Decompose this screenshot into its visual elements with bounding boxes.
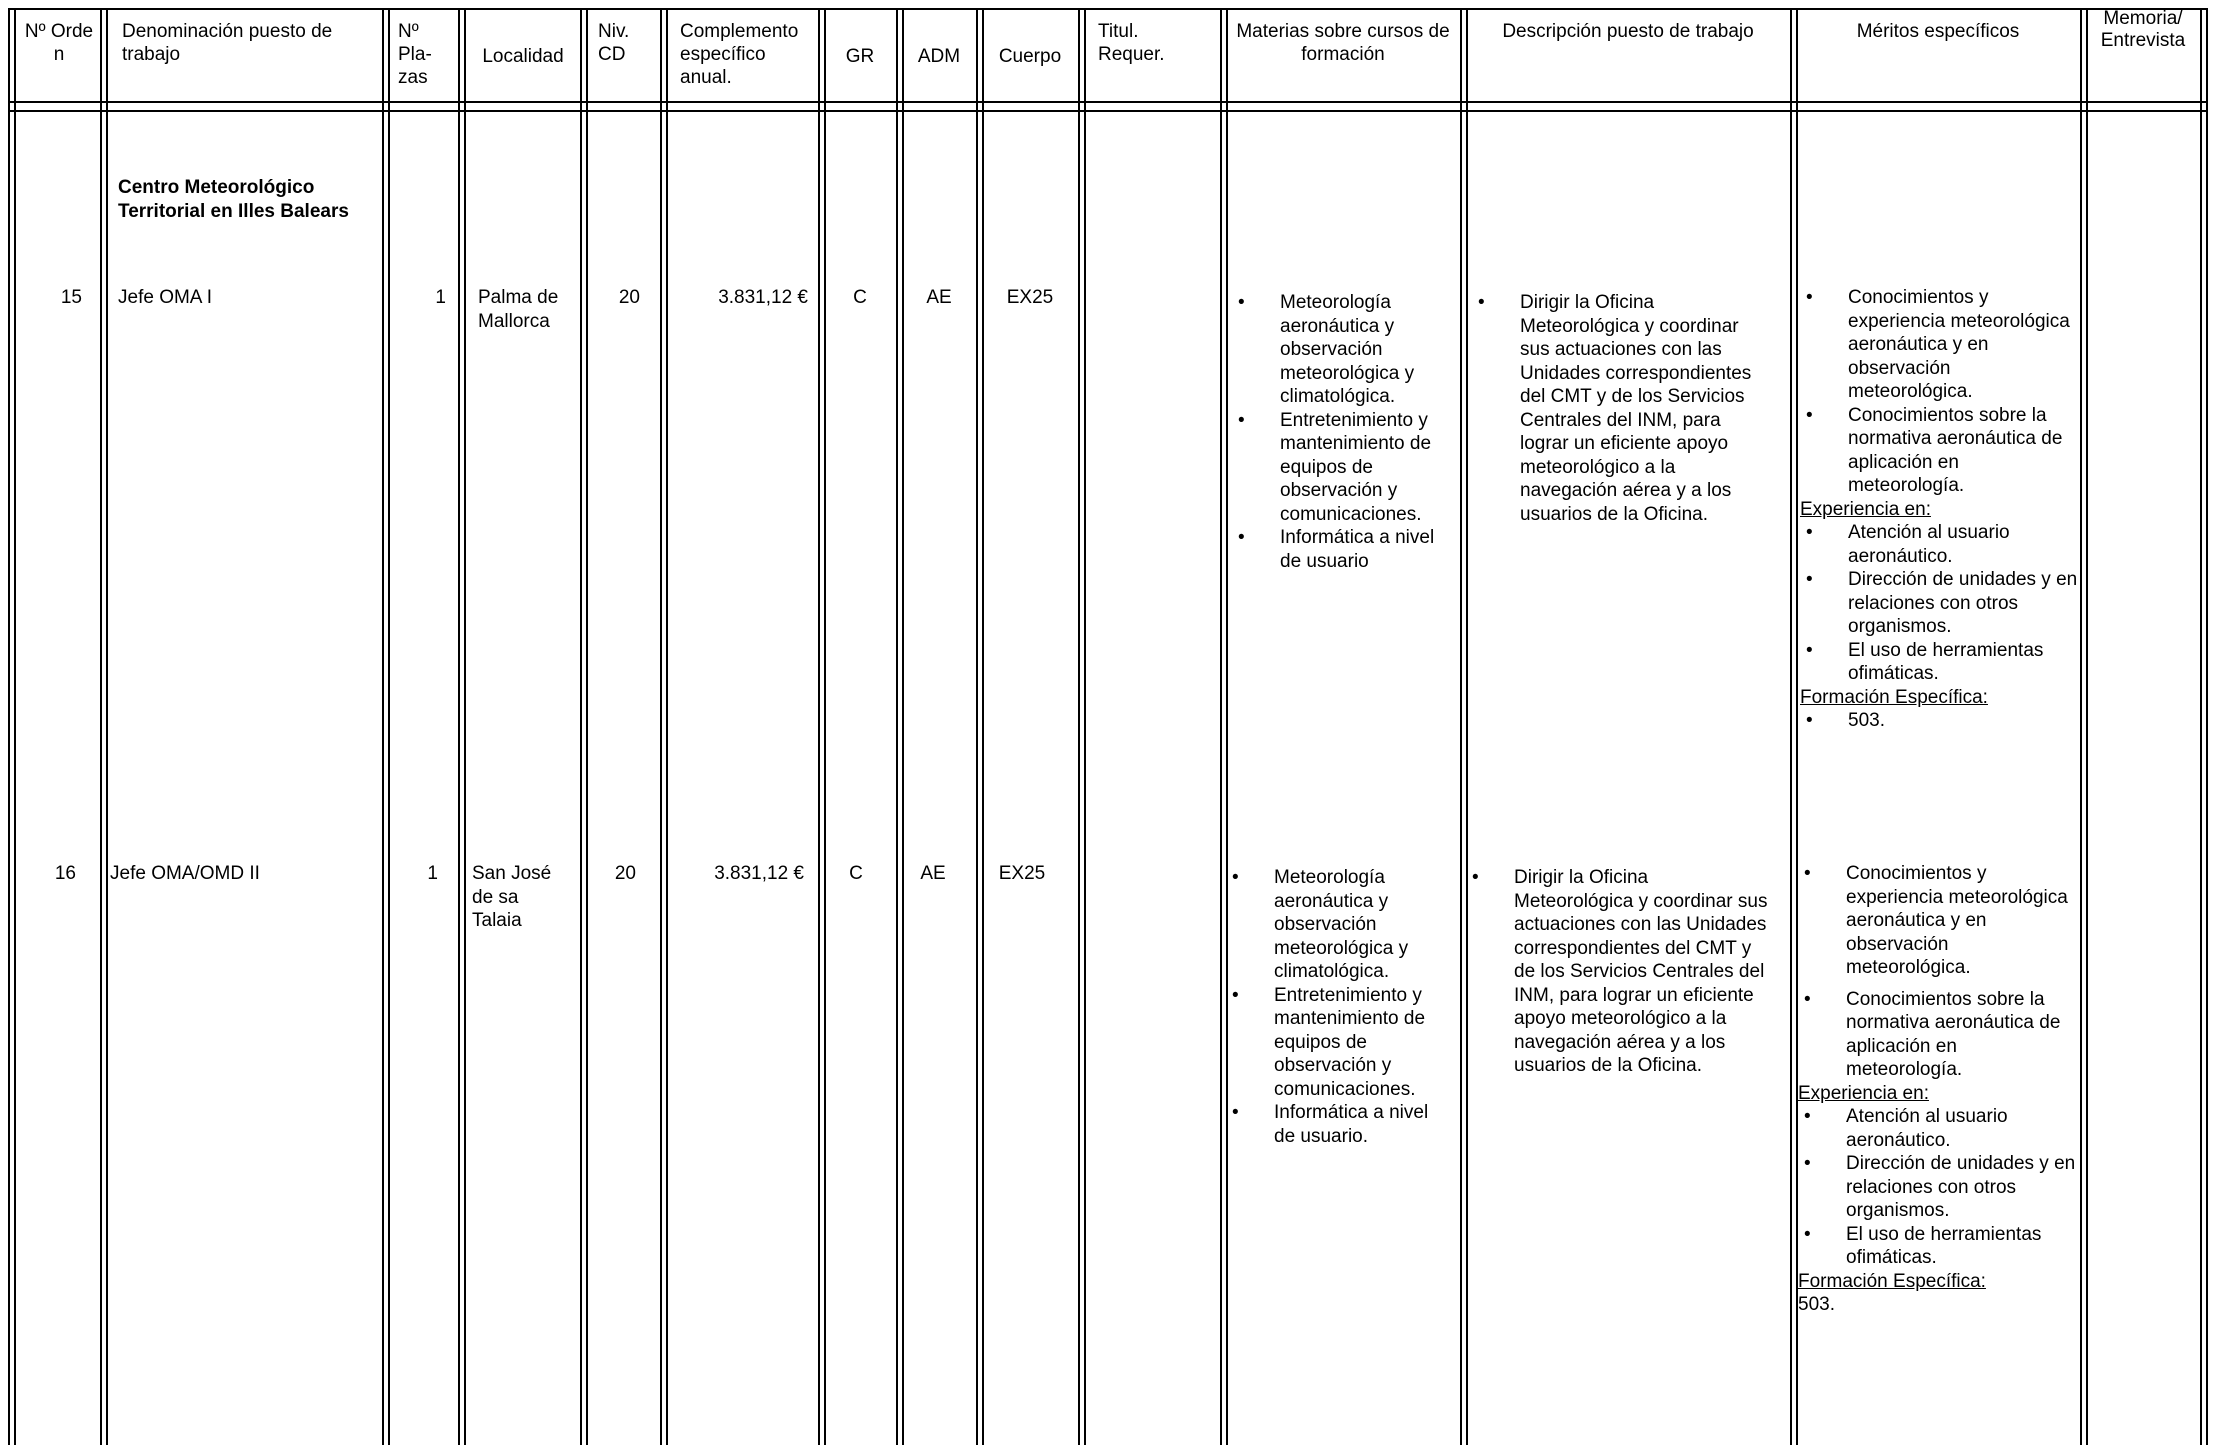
list-item: • Entretenimiento y mantenimiento de equipos de observación y comunicaciones. [1226,984,1448,1102]
formacion-label: Formación Específica: [1798,1270,1986,1292]
row-denominacion: Jefe OMA I [118,287,212,308]
col-border [2206,8,2208,1445]
list-item: • Dirección de unidades y en relaciones con otros organismos. [1798,1152,2076,1223]
col-border [586,8,588,1445]
col-border [1220,8,1222,1445]
meritos-conocimientos-list [1798,862,2076,1082]
col-border [1466,8,1468,1445]
row-adm: AE [920,863,946,884]
row-orden: 15 [60,287,82,308]
col-border [982,8,984,1445]
list-item: • Entretenimiento y mantenimiento de equipos de observación y comunicaciones. [1232,409,1452,527]
header-descripcion: Descripción puesto de trabajo [1502,21,1754,42]
header-localidad: Localidad [482,46,564,67]
row-denominacion: Jefe OMA/OMD II [110,863,260,884]
row-complemento: 3.831,12 € [714,863,804,884]
header-denominacion: Denominación puesto de trabajo [122,21,333,65]
row-plazas: 1 [435,287,446,308]
row-gr: C [849,863,863,884]
formacion-value: 503. [1798,1294,1835,1315]
row-complemento: 3.831,12 € [718,287,808,308]
col-border [100,8,102,1445]
col-border [580,8,582,1445]
row-cuerpo: EX25 [1006,287,1054,308]
header-cuerpo: Cuerpo [998,46,1062,67]
header-plazas: Nº Pla- zas [398,21,432,88]
row-gr: C [853,287,867,308]
col-border [1084,8,1086,1445]
header-gr: GR [845,46,875,67]
header-bottom-border-2 [8,110,2207,112]
header-orden: Nº Orde n [24,21,94,65]
list-item: • Informática a nivel de usuario. [1226,1101,1448,1148]
list-item: • Meteorología aeronáutica y observación meteorológica y climatológica. [1232,291,1452,409]
col-border [1078,8,1080,1445]
list-item: • El uso de herramientas ofimáticas. [1798,1223,2076,1270]
col-border [388,8,390,1445]
formacion-label: Formación Específica: [1800,686,1988,708]
list-item: • Conocimientos y experiencia meteorológica aeronáutica y en observación meteorológica. [1798,862,2076,980]
list-item: • El uso de herramientas ofimáticas. [1800,639,2078,686]
row-orden: 16 [54,863,76,884]
col-border [8,8,10,1445]
header-meritos: Méritos específicos [1856,21,2020,42]
row-nivcd: 20 [618,287,640,308]
col-border [2200,8,2202,1445]
row-materias-list [1232,291,1452,573]
row-meritos [1798,862,2076,1317]
row-adm: AE [926,287,952,308]
list-item: • Informática a nivel de usuario [1232,526,1452,573]
meritos-experiencia-list [1800,521,2078,686]
col-border [1460,8,1462,1445]
list-item: • Meteorología aeronáutica y observación meteorológica y climatológica. [1226,866,1448,984]
col-border [382,8,384,1445]
header-memoria: Memoria/ Entrevista [2100,8,2186,51]
list-item: • Atención al usuario aeronáutico. [1800,521,2078,568]
header-adm: ADM [917,46,961,67]
header-complemento: Complemento específico anual. [680,21,799,88]
list-item: • Dirigir la Oficina Meteorológica y coordinar sus actuaciones con las Unidades correspondientes del CMT y de los Servicios Centrales del INM, para lograr un eficiente apoyo meteorológico a la navegación aérea y a los usuarios de la Oficina. [1472,291,1772,526]
col-border [818,8,820,1445]
header-bottom-border [8,101,2207,103]
list-item: • Dirección de unidades y en relaciones con otros organismos. [1800,568,2078,639]
col-border [2080,8,2082,1445]
row-descripcion-list [1472,291,1772,526]
col-border [976,8,978,1445]
row-nivcd: 20 [614,863,636,884]
row-localidad: Palma de Mallorca [478,287,559,332]
col-border [1226,8,1228,1445]
table-top-border [8,8,2207,10]
list-item: • Conocimientos sobre la normativa aeronáutica de aplicación en meteorología. [1798,988,2076,1082]
list-item: • Dirigir la Oficina Meteorológica y coordinar sus actuaciones con las Unidades correspondientes del CMT y de los Servicios Centrales del INM, para lograr un eficiente apoyo meteorológico a la navegación aérea y a los usuarios de la Oficina. [1466,866,1772,1078]
meritos-conocimientos-list [1800,286,2078,498]
row-materias-list [1226,866,1448,1148]
list-item: • Conocimientos y experiencia meteorológica aeronáutica y en observación meteorológica. [1800,286,2078,404]
experiencia-label: Experiencia en: [1800,498,1931,520]
col-border [464,8,466,1445]
col-border [660,8,662,1445]
col-border [824,8,826,1445]
row-localidad: San José de sa Talaia [472,863,552,931]
col-border [14,8,16,1445]
col-border [902,8,904,1445]
row-cuerpo: EX25 [998,863,1046,884]
row-descripcion-list [1466,866,1772,1078]
col-border [2086,8,2088,1445]
list-item: • 503. [1800,709,2078,733]
list-item: • Conocimientos sobre la normativa aeronáutica de aplicación en meteorología. [1800,404,2078,498]
meritos-formacion-list [1800,709,2078,733]
row-meritos [1800,286,2078,733]
col-border [106,8,108,1445]
experiencia-label: Experiencia en: [1798,1082,1929,1104]
row-plazas: 1 [427,863,438,884]
col-border [458,8,460,1445]
section-title: Centro Meteorológico Territorial en Illes Balears [118,177,349,222]
meritos-experiencia-list [1798,1105,2076,1270]
col-border [896,8,898,1445]
header-materias: Materias sobre cursos de formación [1236,21,1450,65]
col-border [1790,8,1792,1445]
col-border [666,8,668,1445]
header-nivcd: Niv. CD [598,21,630,65]
list-item: • Atención al usuario aeronáutico. [1798,1105,2076,1152]
header-titul: Titul. Requer. [1098,21,1165,65]
